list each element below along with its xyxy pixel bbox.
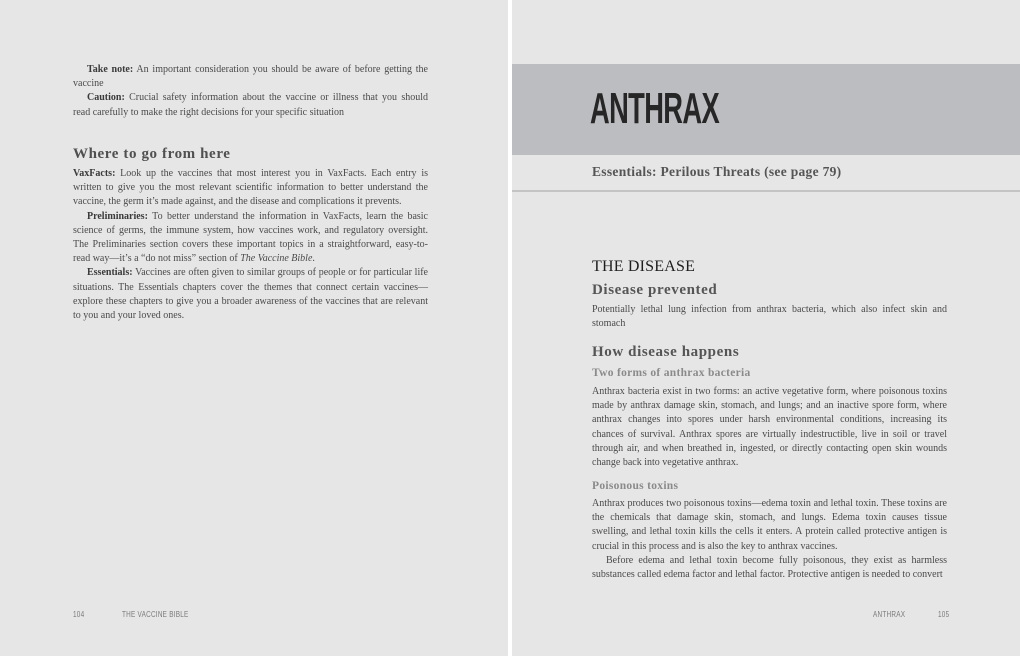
- essentials-cross-reference: Essentials: Perilous Threats (see page 79): [592, 164, 842, 179]
- two-forms-body: [592, 385, 947, 470]
- take-note-label: Take note:: [87, 64, 134, 75]
- chapter-title: ANTHRAX: [590, 84, 720, 133]
- two-forms-text: Anthrax bacteria exist in two forms: an active vegetative form, where poisonous toxins made by anthrax damage skin, stomach, and lungs; and an inactive spore form, where anthrax changes into spores under harsh environmental conditions, increasing its chances of survival. Anthrax spores are virtually indestructible, live in soil or travel through air, and when breathed in, ingested, or directly contacting open skin wounds change back into vegetative anthrax.: [592, 386, 947, 469]
- poisonous-toxins-paragraph-2: Before edema and lethal toxin become fully poisonous, they exist as harmless substances called edema factor and lethal factor. Protective antigen is needed to convert: [592, 554, 947, 581]
- preliminaries-label: Preliminaries:: [87, 210, 148, 222]
- disease-prevented-body: [592, 303, 947, 331]
- where-to-go-heading: Where to go from here: [73, 146, 231, 162]
- preliminaries-text: To better understand the information in VaxFacts, learn the basic science of germs, the immune system, how vaccines work, and regulatory oversight. The Preliminaries section covers these important topics in a straightforward, easy-to-read way—it’s a “do not miss” section of: [73, 210, 428, 265]
- caution-text: Crucial safety information about the vaccine or illness that you should read carefully to make the right decisions for your specific situation: [73, 92, 428, 118]
- book-title: The Vaccine Bible: [240, 253, 313, 265]
- poisonous-toxins-body: [592, 497, 947, 582]
- poisonous-toxins-subheading: Poisonous toxins: [592, 480, 679, 492]
- caution-entry: [73, 91, 428, 119]
- preliminaries-text-end: .: [312, 253, 315, 265]
- disease-prevented-text: Potentially lethal lung infection from anthrax bacteria, which also infect skin and stomach: [592, 304, 947, 330]
- running-head-right: ANTHRAX: [873, 610, 906, 619]
- vaxfacts-paragraph: [73, 167, 428, 210]
- left-page: [0, 0, 508, 656]
- how-disease-happens-heading: How disease happens: [592, 344, 740, 360]
- disease-prevented-heading: Disease prevented: [592, 282, 718, 298]
- essentials-text: Vaccines are often given to similar groups of people or for particular life situations. The Essentials chapters cover the themes that connect certain vaccines—explore these chapters to give you a broader awareness of the vaccines that are relevant to you and your loved ones.: [73, 267, 428, 322]
- vaxfacts-label: VaxFacts:: [73, 168, 116, 179]
- essentials-paragraph: [73, 266, 428, 323]
- essentials-label: Essentials:: [87, 267, 133, 279]
- chapter-title-band: [512, 64, 1020, 155]
- preliminaries-paragraph: [73, 210, 428, 267]
- page-number-left: 104: [73, 610, 85, 619]
- take-note-entry: [73, 63, 428, 91]
- the-disease-heading: THE DISEASE: [592, 258, 696, 275]
- page-number-right: 105: [938, 610, 950, 619]
- running-head-left: THE VACCINE BIBLE: [122, 610, 189, 619]
- vaxfacts-text: Look up the vaccines that most interest you in VaxFacts. Each entry is written to give you the most relevant scientific information to better understand the vaccine, the germ it’s made against, and the disease and complications it prevents.: [73, 168, 428, 208]
- right-page: [512, 0, 1020, 656]
- two-forms-subheading: Two forms of anthrax bacteria: [592, 367, 751, 379]
- poisonous-toxins-paragraph-1: Anthrax produces two poisonous toxins—edema toxin and lethal toxin. These toxins are the chemicals that damage skin, stomach, and lungs. Edema toxin causes tissue swelling, and lethal toxin kills the cells it enters. A protein called protective antigen is crucial in this process and is also the key to anthrax vaccines.: [592, 498, 947, 552]
- section-divider: [512, 190, 1020, 192]
- take-note-text: An important consideration you should be aware of before getting the vaccine: [73, 64, 428, 90]
- legend-notes: [73, 63, 428, 120]
- where-to-go-body: [73, 167, 428, 323]
- caution-label: Caution:: [87, 92, 125, 104]
